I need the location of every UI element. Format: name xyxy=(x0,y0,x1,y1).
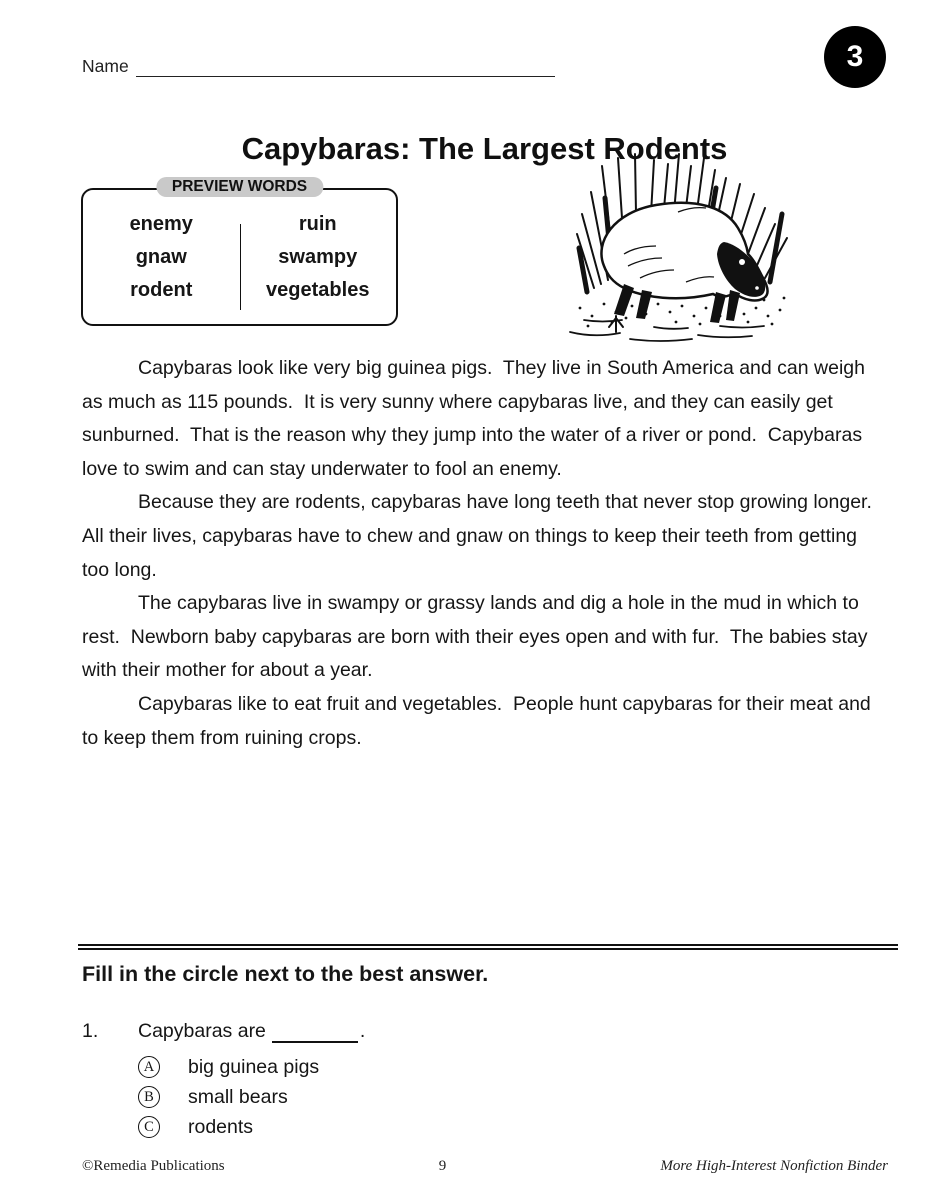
preview-word: swampy xyxy=(278,246,358,268)
footer-book-title: More High-Interest Nonfiction Binder xyxy=(660,1158,888,1174)
preview-words-right-column xyxy=(240,208,397,324)
reading-passage xyxy=(82,352,884,755)
preview-words-label: PREVIEW WORDS xyxy=(156,177,323,197)
page-number-badge-text: 3 xyxy=(846,40,864,73)
name-blank-line[interactable] xyxy=(136,59,555,78)
option-a-label: big guinea pigs xyxy=(188,1055,320,1078)
answer-bubble-b[interactable]: B xyxy=(138,1086,160,1108)
preview-words-box xyxy=(81,178,398,326)
option-b[interactable] xyxy=(138,1082,319,1112)
answer-blank-line[interactable] xyxy=(272,1021,358,1043)
preview-words-left-column xyxy=(83,208,240,324)
name-field-row xyxy=(82,56,555,77)
option-a[interactable] xyxy=(138,1052,319,1082)
option-c-label: rodents xyxy=(188,1115,254,1138)
answer-bubble-c[interactable]: C xyxy=(138,1116,160,1138)
section-divider-rule xyxy=(78,944,898,950)
preview-word: gnaw xyxy=(135,246,187,268)
page-title: Capybaras: The Largest Rodents xyxy=(241,130,728,166)
preview-word: vegetables xyxy=(266,279,370,301)
passage-paragraph-2: Because they are rodents, capybaras have long teeth that never stop growing longer. All their lives, capybaras have to chew and gnaw on things to keep their teeth from getting too long. xyxy=(82,491,882,581)
question-1 xyxy=(82,1020,365,1043)
preview-word: rodent xyxy=(130,279,193,301)
option-b-label: small bears xyxy=(188,1085,288,1108)
footer-publisher: ©Remedia Publications xyxy=(82,1158,225,1174)
preview-column-divider xyxy=(240,224,242,310)
name-label: Name xyxy=(82,56,129,76)
capybara-illustration xyxy=(558,150,806,346)
footer-page-number: 9 xyxy=(438,1158,447,1174)
page-number-badge xyxy=(824,26,886,88)
answer-bubble-a[interactable]: A xyxy=(138,1056,160,1078)
question-number: 1. xyxy=(82,1020,99,1042)
preview-word: ruin xyxy=(298,213,337,235)
option-c[interactable] xyxy=(138,1112,319,1142)
passage-paragraph-3: The capybaras live in swampy or grassy lands and dig a hole in the mud in which to rest. Newborn baby capybaras are born with their eyes open and with fur. The babies stay with their mother for about a year. xyxy=(82,592,873,682)
passage-paragraph-1: Capybaras look like very big guinea pigs. They live in South America and can weigh as much as 115 pounds. It is very sunny where capybaras live, and they can easily get sunburned. That is the reason why they jump into the water of a river or pond. Capybaras love to swim and can stay underwater to fool an enemy. xyxy=(82,357,871,480)
passage-paragraph-4: Capybaras like to eat fruit and vegetables. People hunt capybaras for their meat and to keep them from ruining crops. xyxy=(82,692,877,749)
question-text: Capybaras are . xyxy=(138,1020,366,1042)
page-footer xyxy=(82,1158,888,1175)
quiz-instructions: Fill in the circle next to the best answer. xyxy=(82,962,489,986)
question-1-options xyxy=(138,1052,319,1142)
preview-word: enemy xyxy=(129,213,193,235)
